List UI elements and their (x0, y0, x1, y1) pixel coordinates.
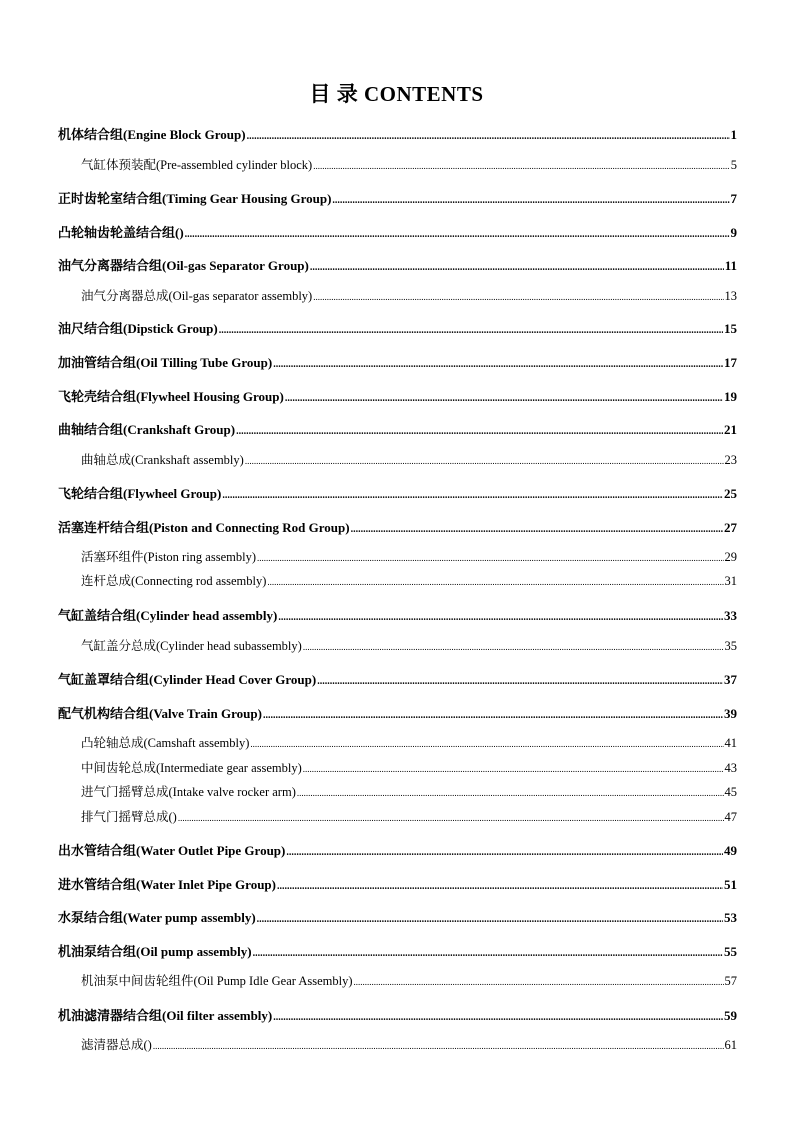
toc-leader-dots (178, 813, 724, 823)
toc-leader-dots (303, 642, 724, 652)
toc-leader-dots (313, 292, 723, 302)
toc-entry-chapter (58, 840, 737, 858)
toc-entry-section (81, 286, 737, 304)
toc-page-number: 7 (730, 191, 737, 206)
toc-entry-section (81, 571, 737, 589)
toc-leader-dots (297, 788, 724, 798)
toc-entry-chapter (58, 188, 737, 206)
toc-page-number: 21 (724, 422, 737, 437)
toc-page-number: 39 (724, 706, 737, 721)
toc-entry-chapter (58, 318, 737, 336)
toc-leader-dots (263, 710, 723, 721)
toc-entry-section (81, 450, 737, 468)
toc-page-number: 57 (724, 974, 737, 988)
toc-entry-title: 油气分离器总成(Oil-gas separator assembly) (81, 289, 313, 303)
toc-leader-dots (245, 456, 724, 466)
toc-entry-title: 凸轮轴总成(Camshaft assembly) (81, 736, 250, 750)
toc-page-number: 13 (724, 289, 737, 303)
toc-page-number: 41 (724, 736, 737, 750)
toc-entry-title: 气缸盖分总成(Cylinder head subassembly) (81, 639, 302, 653)
toc-page-number: 49 (724, 843, 737, 858)
toc-page-number: 55 (724, 944, 737, 959)
toc-entry-title: 排气门摇臂总成() (81, 810, 177, 824)
toc-leader-dots (354, 977, 724, 987)
toc-entry-chapter (58, 255, 737, 273)
page-title: 目 录 CONTENTS (309, 82, 484, 106)
toc-page-number: 15 (724, 321, 737, 336)
toc-entry-title: 中间齿轮总成(Intermediate gear assembly) (81, 761, 302, 775)
toc-page-number: 23 (724, 453, 737, 467)
toc-page-number: 61 (724, 1038, 737, 1052)
toc-leader-dots (277, 881, 723, 892)
toc-leader-dots (332, 195, 729, 206)
toc-leader-dots (185, 229, 730, 240)
toc-entry-chapter (58, 352, 737, 370)
toc-entry-title: 飞轮壳结合组(Flywheel Housing Group) (58, 389, 284, 404)
toc-entry-title: 机油泵中间齿轮组件(Oil Pump Idle Gear Assembly) (81, 974, 353, 988)
toc-entry-title: 油尺结合组(Dipstick Group) (58, 321, 218, 336)
toc-entry-title: 凸轮轴齿轮盖结合组() (58, 225, 184, 240)
toc-page-number: 59 (724, 1008, 737, 1023)
toc-page-number: 33 (724, 608, 737, 623)
toc-page-number: 11 (724, 258, 737, 273)
toc-page-number: 1 (730, 127, 737, 142)
toc-page-number: 53 (724, 910, 737, 925)
toc-entry-chapter (58, 1005, 737, 1023)
toc-leader-dots (273, 359, 723, 370)
toc-entry-title: 连杆总成(Connecting rod assembly) (81, 574, 267, 588)
toc-entry-section (81, 547, 737, 565)
toc-entry-section (81, 971, 737, 989)
toc-leader-dots (285, 393, 723, 404)
toc-leader-dots (247, 131, 730, 142)
toc-leader-dots (278, 612, 723, 623)
toc-entry-title: 气缸体预装配(Pre-assembled cylinder block) (81, 158, 313, 172)
toc-leader-dots (236, 426, 723, 437)
toc-entry-title: 活塞连杆结合组(Piston and Connecting Rod Group) (58, 520, 350, 535)
toc-leader-dots (222, 490, 723, 501)
toc-leader-dots (153, 1041, 724, 1051)
toc-entry-title: 活塞环组件(Piston ring assembly) (81, 550, 256, 564)
toc-leader-dots (317, 676, 723, 687)
toc-entry-chapter (58, 941, 737, 959)
toc-entry-chapter (58, 483, 737, 501)
toc-entry-section (81, 733, 737, 751)
toc-page-number: 45 (724, 785, 737, 799)
toc-page-number: 35 (724, 639, 737, 653)
toc-entry-title: 油气分离器结合组(Oil-gas Separator Group) (58, 258, 309, 273)
toc-entry-title: 气缸盖罩结合组(Cylinder Head Cover Group) (58, 672, 317, 687)
toc-page-number: 19 (724, 389, 737, 404)
toc-entry-title: 正时齿轮室结合组(Timing Gear Housing Group) (58, 191, 332, 206)
toc-leader-dots (313, 161, 730, 171)
toc-entry-title: 曲轴结合组(Crankshaft Group) (58, 422, 236, 437)
toc-leader-dots (303, 764, 724, 774)
toc-entry-title: 滤清器总成() (81, 1038, 152, 1052)
toc-leader-dots (250, 739, 723, 749)
toc-entry-chapter (58, 124, 737, 142)
toc-leader-dots (351, 524, 723, 535)
toc-entry-section (81, 1035, 737, 1053)
toc-entry-title: 水泵结合组(Water pump assembly) (58, 910, 256, 925)
toc-entry-section (81, 758, 737, 776)
toc-entry-title: 进水管结合组(Water Inlet Pipe Group) (58, 877, 276, 892)
toc-entry-title: 气缸盖结合组(Cylinder head assembly) (58, 608, 278, 623)
toc-entry-section (81, 636, 737, 654)
toc-page-number: 43 (724, 761, 737, 775)
toc-entry-chapter (58, 386, 737, 404)
toc-page-number: 31 (724, 574, 737, 588)
toc-entry-chapter (58, 605, 737, 623)
toc-entry-title: 进气门摇臂总成(Intake valve rocker arm) (81, 785, 296, 799)
toc-page-number: 5 (730, 158, 737, 172)
toc-page-number: 9 (730, 225, 737, 240)
toc-entry-title: 加油管结合组(Oil Tilling Tube Group) (58, 355, 273, 370)
toc-entry-chapter (58, 517, 737, 535)
toc-page-number: 17 (724, 355, 737, 370)
toc-page-number: 25 (724, 486, 737, 501)
toc-leader-dots (286, 847, 723, 858)
toc-page-number: 51 (724, 877, 737, 892)
toc-entry-section (81, 155, 737, 173)
toc-entry-title: 机油泵结合组(Oil pump assembly) (58, 944, 252, 959)
toc-leader-dots (257, 553, 724, 563)
toc-entry-title: 机体结合组(Engine Block Group) (58, 127, 246, 142)
toc-entry-section (81, 782, 737, 800)
toc-leader-dots (253, 948, 723, 959)
toc-entry-chapter (58, 222, 737, 240)
toc-entry-title: 曲轴总成(Crankshaft assembly) (81, 453, 244, 467)
toc-page-number: 37 (724, 672, 737, 687)
toc-leader-dots (310, 262, 724, 273)
toc-page-number: 29 (724, 550, 737, 564)
toc-leader-dots (267, 577, 723, 587)
toc-entry-title: 配气机构结合组(Valve Train Group) (58, 706, 262, 721)
toc-leader-dots (273, 1012, 723, 1023)
toc-entry-chapter (58, 907, 737, 925)
toc-entry-title: 机油滤清器结合组(Oil filter assembly) (58, 1008, 273, 1023)
toc-entry-chapter (58, 874, 737, 892)
toc-entry-title: 飞轮结合组(Flywheel Group) (58, 486, 222, 501)
toc-entry-chapter (58, 703, 737, 721)
toc-entry-section (81, 807, 737, 825)
toc-leader-dots (257, 914, 723, 925)
toc-leader-dots (219, 325, 723, 336)
toc-entry-chapter (58, 669, 737, 687)
toc-entry-title: 出水管结合组(Water Outlet Pipe Group) (58, 843, 286, 858)
toc-page-number: 47 (724, 810, 737, 824)
toc-page-number: 27 (724, 520, 737, 535)
toc-entry-chapter (58, 419, 737, 437)
